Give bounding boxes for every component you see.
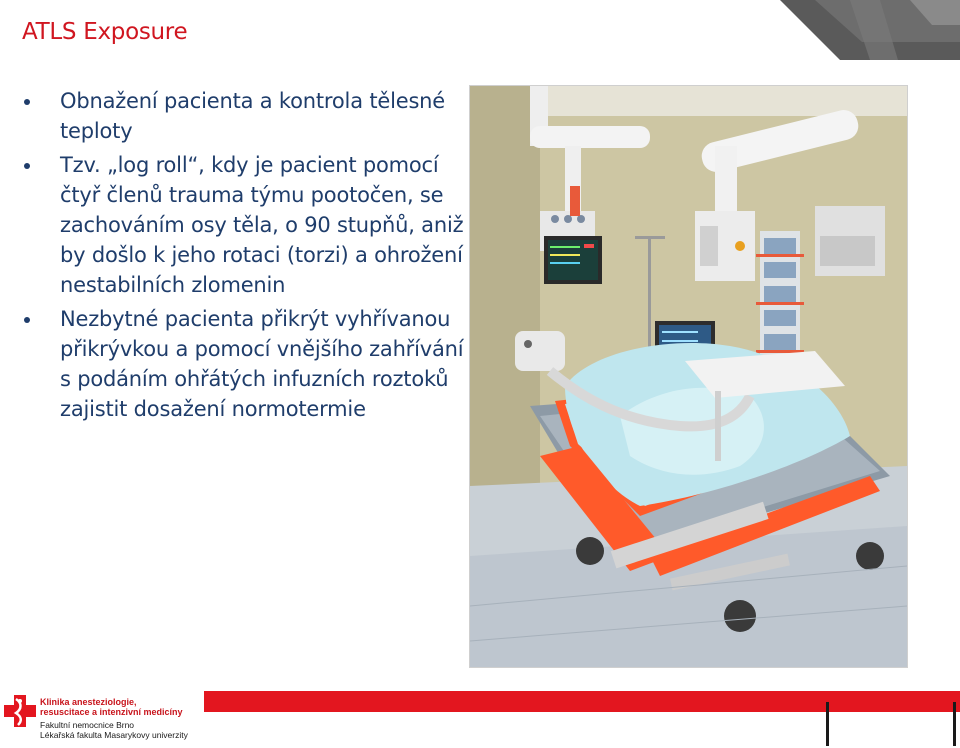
- clinic-line-2: resuscitace a intenzivní medicíny: [40, 707, 183, 717]
- bullet-item: [22, 304, 467, 424]
- bullet-dot-icon: [24, 99, 30, 105]
- hospital-bed-photo: [469, 85, 908, 668]
- hospital-line-1: Fakultní nemocnice Brno: [40, 720, 135, 730]
- footer-divider: [953, 702, 956, 746]
- bullet-text: Obnažení pacienta a kontrola tělesné teploty: [60, 89, 446, 143]
- bullet-item: [22, 86, 467, 146]
- bullet-list: [22, 86, 467, 428]
- bullet-item: [22, 150, 467, 300]
- corner-decoration: [580, 0, 960, 60]
- bullet-text: Nezbytné pacienta přikrýt vyhřívanou přikrývkou a pomocí vnějšího zahřívání s podáním ohřátých infuzních roztoků zajistit dosažení normotermie: [60, 307, 464, 421]
- hospital-line-2: Lékařská fakulta Masarykovy univerzity: [40, 730, 188, 740]
- bullet-dot-icon: [24, 317, 30, 323]
- slide-title: ATLS Exposure: [22, 19, 188, 45]
- medical-cross-logo-icon: [2, 693, 38, 729]
- clinic-line-1: Klinika anesteziologie,: [40, 697, 137, 707]
- clinic-name: [40, 697, 210, 717]
- footer-divider: [826, 702, 829, 746]
- hospital-name: [40, 720, 210, 740]
- bullet-dot-icon: [24, 163, 30, 169]
- bullet-text: Tzv. „log roll“, kdy je pacient pomocí čtyř členů trauma týmu pootočen, se zachováním osy těla, o 90 stupňů, aniž by došlo k jeho rotaci (torzi) a ohrožení nestabilních zlomenin: [60, 153, 464, 297]
- footer-red-band: [204, 691, 960, 712]
